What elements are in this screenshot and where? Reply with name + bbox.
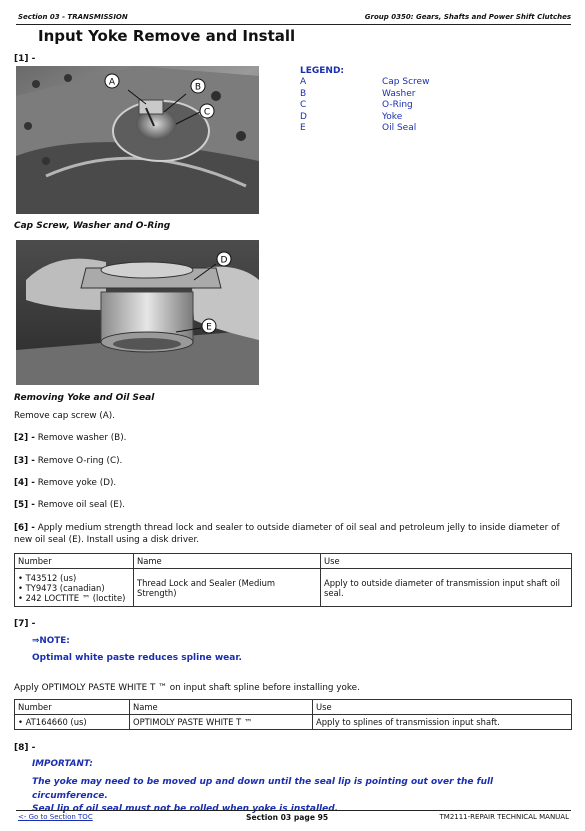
footer-page-number: Section 03 page 95 bbox=[246, 813, 329, 822]
legend-value: O-Ring bbox=[382, 100, 413, 110]
figure-1-caption: Cap Screw, Washer and O-Ring bbox=[14, 221, 171, 231]
legend-key: E bbox=[300, 123, 306, 133]
go-to-section-toc-link[interactable]: <- Go to Section TOC bbox=[18, 813, 93, 821]
figure-2-caption: Removing Yoke and Oil Seal bbox=[14, 393, 155, 403]
step-3-label: [3] - bbox=[14, 456, 35, 466]
part-number: • TY9473 (canadian) bbox=[18, 582, 105, 593]
callout-a: A bbox=[108, 77, 116, 88]
important-line-2: Seal lip of oil seal must not be rolled when yoke is installed. bbox=[32, 804, 339, 814]
note-text: Optimal white paste reduces spline wear. bbox=[32, 653, 242, 663]
table-row bbox=[15, 715, 572, 730]
footer-divider bbox=[16, 810, 571, 811]
part-use-cell: Apply to outside diameter of transmission input shaft oil seal. bbox=[321, 569, 572, 607]
legend-row bbox=[300, 123, 500, 135]
legend-row bbox=[300, 89, 500, 101]
step-5-label: [5] - bbox=[14, 500, 35, 510]
legend-value: Cap Screw bbox=[382, 77, 430, 87]
thread-lock-table bbox=[14, 553, 572, 607]
step-3 bbox=[14, 456, 122, 466]
part-use-cell: Apply to splines of transmission input shaft. bbox=[313, 715, 572, 730]
step-1-text: Remove cap screw (A). bbox=[14, 411, 116, 421]
important-line-1: The yoke may need to be moved up and down until the seal lip is pointing out over the full circumference. bbox=[32, 777, 494, 801]
step-4-text: Remove yoke (D). bbox=[37, 478, 117, 488]
callout-b: B bbox=[194, 82, 202, 93]
step-6-label: [6] - bbox=[14, 523, 35, 533]
part-number-cell: • AT164660 (us) bbox=[15, 715, 130, 730]
step-4-label: [4] - bbox=[14, 478, 35, 488]
step-8-label: [8] - bbox=[14, 743, 36, 753]
callout-e: E bbox=[206, 322, 212, 333]
important-heading: IMPORTANT: bbox=[32, 759, 93, 769]
part-name-cell: Thread Lock and Sealer (Medium Strength) bbox=[134, 569, 321, 607]
table-header-row bbox=[15, 700, 572, 715]
footer-manual-title: TM2111-REPAIR TECHNICAL MANUAL bbox=[439, 813, 569, 821]
step-5 bbox=[14, 500, 125, 510]
column-header: Name bbox=[134, 554, 321, 569]
step-2 bbox=[14, 433, 126, 443]
apply-paste-text: Apply OPTIMOLY PASTE WHITE T ™ on input shaft spline before installing yoke. bbox=[14, 683, 360, 693]
part-number: • 242 LOCTITE ™ (loctite) bbox=[18, 592, 126, 603]
column-header: Use bbox=[313, 700, 572, 715]
step-2-text: Remove washer (B). bbox=[37, 433, 127, 443]
step-6-text: Apply medium strength thread lock and sealer to outside diameter of oil seal and petroleum jelly to inside diameter of new oil seal (E). Install using a disk driver. bbox=[14, 523, 560, 545]
legend-key: A bbox=[300, 77, 307, 87]
page-title: Input Yoke Remove and Install bbox=[38, 27, 296, 45]
note-heading: ⇒NOTE: bbox=[32, 636, 70, 646]
paste-table bbox=[14, 699, 572, 730]
legend-key: C bbox=[300, 100, 307, 110]
part-name-cell: OPTIMOLY PASTE WHITE T ™ bbox=[130, 715, 313, 730]
yoke-removal-image bbox=[16, 240, 259, 385]
header-section: Section 03 - TRANSMISSION bbox=[18, 13, 128, 21]
part-numbers-cell bbox=[15, 569, 134, 607]
step-7-label: [7] - bbox=[14, 619, 36, 629]
legend-row bbox=[300, 77, 500, 89]
legend-heading: LEGEND: bbox=[300, 66, 345, 76]
legend-value: Washer bbox=[382, 88, 416, 99]
legend-key: B bbox=[300, 88, 307, 99]
figure-yoke-photo bbox=[16, 240, 259, 385]
legend-row bbox=[300, 112, 500, 124]
part-number: • T43512 (us) bbox=[18, 572, 77, 583]
figure-cap-screw-photo bbox=[16, 66, 259, 214]
table-row bbox=[15, 569, 572, 607]
legend-row bbox=[300, 100, 500, 112]
step-2-label: [2] - bbox=[14, 433, 35, 443]
legend-key: D bbox=[300, 111, 307, 122]
callout-c: C bbox=[203, 107, 211, 118]
legend-value: Yoke bbox=[382, 111, 403, 122]
step-6 bbox=[14, 522, 574, 546]
table-header-row bbox=[15, 554, 572, 569]
column-header: Use bbox=[321, 554, 572, 569]
step-5-text: Remove oil seal (E). bbox=[37, 500, 126, 510]
legend bbox=[300, 66, 500, 135]
legend-value: Oil Seal bbox=[382, 123, 417, 133]
step-3-text: Remove O-ring (C). bbox=[37, 456, 123, 466]
column-header: Name bbox=[130, 700, 313, 715]
step-4 bbox=[14, 478, 116, 488]
column-header: Number bbox=[15, 554, 134, 569]
transmission-housing-image bbox=[16, 66, 259, 214]
step-1-label: [1] - bbox=[14, 54, 36, 64]
callout-d: D bbox=[220, 255, 228, 266]
header-group: Group 0350: Gears, Shafts and Power Shift Clutches bbox=[364, 13, 571, 21]
header-divider bbox=[16, 24, 571, 25]
footer-left bbox=[18, 813, 93, 821]
column-header: Number bbox=[15, 700, 130, 715]
